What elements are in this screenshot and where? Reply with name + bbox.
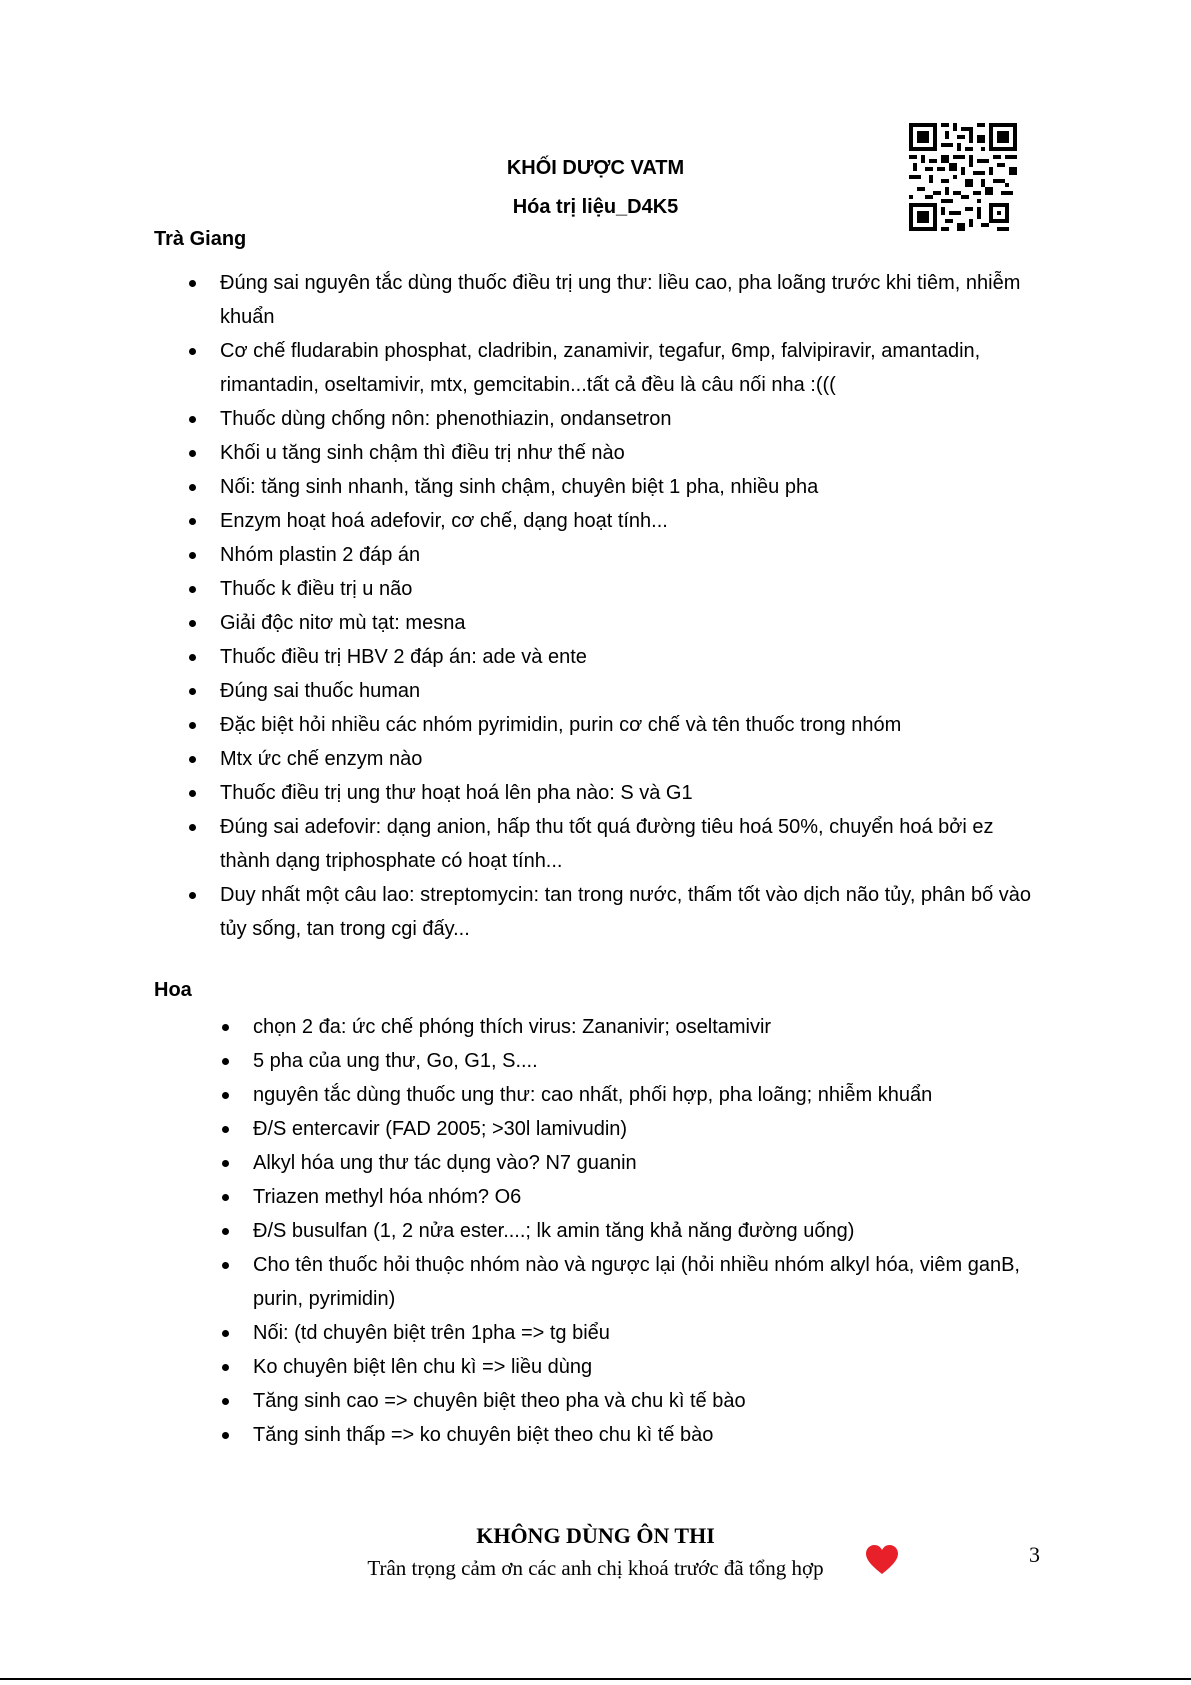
qr-code-icon	[909, 123, 1017, 231]
list-item: Duy nhất một câu lao: streptomycin: tan trong nước, thấm tốt vào dịch não tủy, phân bố vào tủy sống, tan trong cgi đấy...	[220, 878, 1040, 946]
list-item: Đúng sai thuốc human	[220, 674, 1040, 708]
footer-title: KHÔNG DÙNG ÔN THI	[476, 1523, 715, 1548]
list-item: Đặc biệt hỏi nhiều các nhóm pyrimidin, purin cơ chế và tên thuốc trong nhóm	[220, 708, 1040, 742]
list-item: Nhóm plastin 2 đáp án	[220, 538, 1040, 572]
page-subtitle: Hóa trị liệu_D4K5	[512, 196, 679, 218]
bottom-divider	[0, 1678, 1191, 1680]
list-item: Nối: (td chuyên biệt trên 1pha => tg biểu	[253, 1316, 1043, 1350]
list-item: Ko chuyên biệt lên chu kì => liều dùng	[253, 1350, 1043, 1384]
list-item: Đ/S busulfan (1, 2 nửa ester....; lk amin tăng khả năng đường uống)	[253, 1214, 1043, 1248]
list-item: Tăng sinh thấp => ko chuyên biệt theo chu kì tế bào	[253, 1418, 1043, 1452]
section-title-tra-giang: Trà Giang	[154, 228, 247, 250]
list-item: Triazen methyl hóa nhóm? O6	[253, 1180, 1043, 1214]
list-item: Đúng sai nguyên tắc dùng thuốc điều trị ung thư: liều cao, pha loãng trước khi tiêm, nhiễm khuẩn	[220, 266, 1040, 334]
footer-subtitle: Trân trọng cảm ơn các anh chị khoá trước đã tổng hợp	[367, 1556, 824, 1580]
list-item: chọn 2 đa: ức chế phóng thích virus: Zananivir; oseltamivir	[253, 1010, 1043, 1044]
list-item: Thuốc dùng chống nôn: phenothiazin, ondansetron	[220, 402, 1040, 436]
list-item: Thuốc k điều trị u não	[220, 572, 1040, 606]
section-title-hoa: Hoa	[154, 979, 192, 1001]
bullet-list-hoa	[253, 1010, 1043, 1452]
list-item: Đúng sai adefovir: dạng anion, hấp thu tốt quá đường tiêu hoá 50%, chuyển hoá bởi ez thành dạng triphosphate có hoạt tính...	[220, 810, 1040, 878]
list-item: Cho tên thuốc hỏi thuộc nhóm nào và ngược lại (hỏi nhiều nhóm alkyl hóa, viêm ganB, purin, pyrimidin)	[253, 1248, 1043, 1316]
list-item: Alkyl hóa ung thư tác dụng vào? N7 guanin	[253, 1146, 1043, 1180]
list-item: Tăng sinh cao => chuyên biệt theo pha và chu kì tế bào	[253, 1384, 1043, 1418]
list-item: Enzym hoạt hoá adefovir, cơ chế, dạng hoạt tính...	[220, 504, 1040, 538]
list-item: Giải độc nitơ mù tạt: mesna	[220, 606, 1040, 640]
heart-icon	[866, 1545, 898, 1575]
list-item: nguyên tắc dùng thuốc ung thư: cao nhất, phối hợp, pha loãng; nhiễm khuẩn	[253, 1078, 1043, 1112]
list-item: Cơ chế fludarabin phosphat, cladribin, zanamivir, tegafur, 6mp, falvipiravir, amantadin, rimantadin, oseltamivir, mtx, gemcitabin...tất cả đều là câu nối nha :(((	[220, 334, 1040, 402]
list-item: Thuốc điều trị ung thư hoạt hoá lên pha nào: S và G1	[220, 776, 1040, 810]
list-item: Thuốc điều trị HBV 2 đáp án: ade và ente	[220, 640, 1040, 674]
page-number: 3	[1029, 1542, 1040, 1567]
bullet-list-tra-giang	[220, 266, 1040, 946]
list-item: Đ/S entercavir (FAD 2005; >30l lamivudin)	[253, 1112, 1043, 1146]
list-item: 5 pha của ung thư, Go, G1, S....	[253, 1044, 1043, 1078]
list-item: Khối u tăng sinh chậm thì điều trị như thế nào	[220, 436, 1040, 470]
list-item: Nối: tăng sinh nhanh, tăng sinh chậm, chuyên biệt 1 pha, nhiều pha	[220, 470, 1040, 504]
page-title: KHỐI DƯỢC VATM	[506, 157, 685, 179]
list-item: Mtx ức chế enzym nào	[220, 742, 1040, 776]
